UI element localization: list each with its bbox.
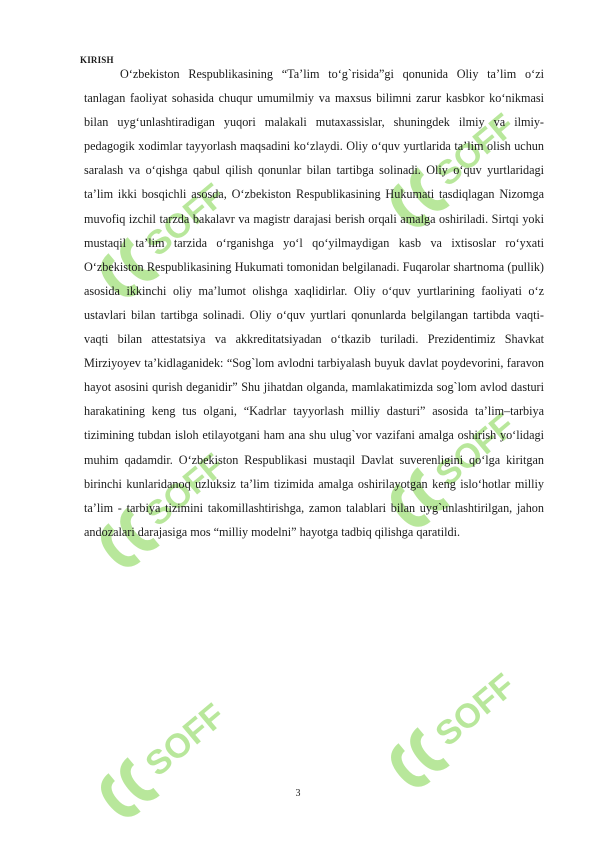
page-number: 3	[295, 788, 301, 799]
soff-watermark-text: SOFF	[138, 446, 233, 534]
soff-watermark-text: SOFF	[138, 696, 233, 784]
soff-watermark-logo	[350, 640, 530, 790]
section-heading: KIRISH	[80, 55, 114, 65]
soff-watermark-text: SOFF	[138, 176, 233, 264]
intro-paragraph: O‘zbekiston Respublikasining “Ta’lim to‘g`risida”gi qonunida Oliy ta’lim o‘zi tanlagan faoliyat sohasida chuqur umumilmiy va maxsus bilimni zarur kasbkor ko‘nikmasi bilan uyg‘unlashtiradigan yuqori malakali mutaxassislar, shuningdek ilmiy va ilmiy-pedagogik xodimlar tayyorlash maqsadini ko‘zlaydi. Oliy o‘quv yurtlarida ta’lim olish uchun saralash va o‘qishga qabul qilish qonunlar bilan tartibga solinadi. Oliy o‘quv yurtlaridagi ta’lim ikki bosqichli asosda, O‘zbekiston Respublikasining Hukumati tasdiqlagan Nizomga muvofiq izchil tarzda bakalavr va magistr darajasi berish orqali amalga oshiriladi. Sirtqi yoki mustaqil ta’lim tarzida o‘rganishga yo‘l qo‘yilmaydigan kasb va ixtisoslar ro‘yxati O‘zbekiston Respublikasining Hukumati tomonidan belgilanadi. Fuqarolar shartnoma (pullik) asosida ikkinchi oliy ma’lumot olishga xaqlidirlar. Oliy o‘quv yurtlarining faoliyati o‘z ustavlari bilan tartibga solinadi. Oliy o‘quv yurtlari qonunlarda belgilangan tartibda vaqti-vaqti bilan attestatsiya va akkreditatsiyadan o‘tkazib turiladi. Prezidentimiz Shavkat Mirziyoyev ta’kidlaganidek: “Sog`lom avlodni tarbiyalash buyuk davlat poydevorini, faravon hayot asosini qurish deganidir” Shu jihatdan olganda, mamlakatimizda sog`lom avlod dasturi harakatining keng tus olgani, “Kadrlar tayyorlash milliy dasturi” asosida ta’lim–tarbiya tizimining tubdan isloh etilayotgani ham ana shu ulug`vor vazifani amalga oshirish yo‘lidagi muhim qadamdir. O‘zbekiston Respublikasi mustaqil Davlat suverenligini qo‘lga kiritgan birinchi kunlaridanoq uzluksiz ta’lim tizimida amalga oshirilayotgan keng islo‘hotlar milliy ta’lim - tarbiya tizimini takomillashtirishga, zamon talablari bilan uyg`unlashtirilgan, jahon andozalari darajasiga mos “milliy modelni” hayotga tadbiq qilishga qaratildi.	[84, 67, 544, 539]
body-text	[84, 62, 544, 544]
soff-watermark-text: SOFF	[428, 666, 523, 754]
soff-watermark-text: SOFF	[428, 106, 523, 194]
soff-watermark-text: SOFF	[428, 406, 523, 494]
